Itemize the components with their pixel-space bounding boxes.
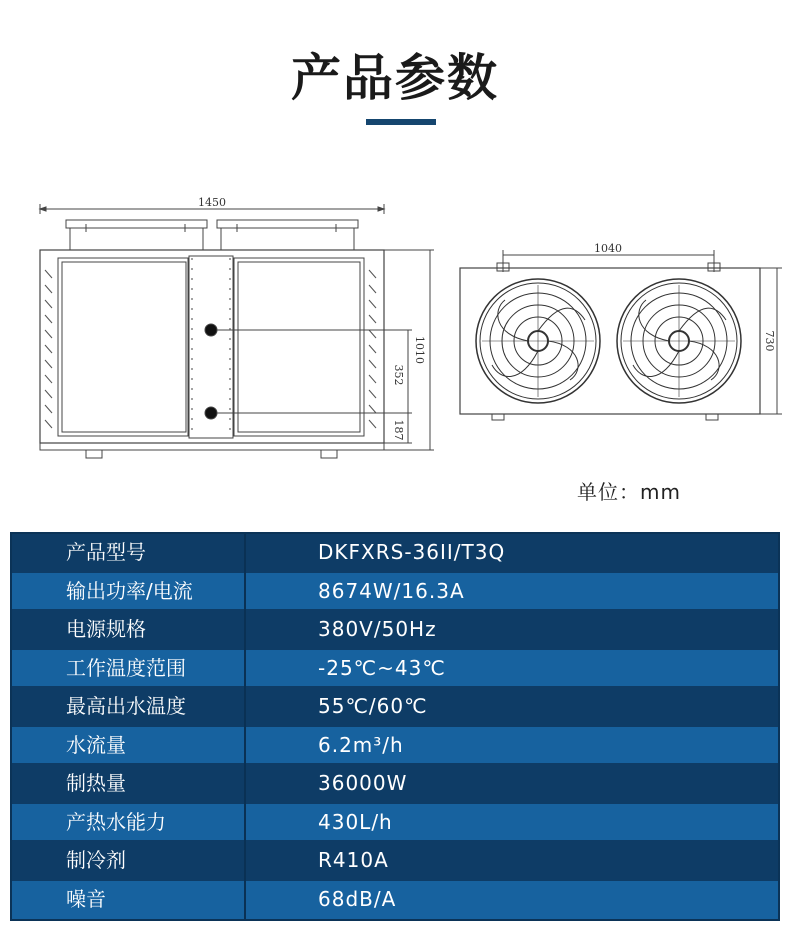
spec-label: 水流量 — [66, 732, 126, 757]
dim-front-width: 1450 — [198, 196, 226, 209]
spec-value: 68dB/A — [318, 886, 397, 911]
spec-row — [12, 727, 778, 763]
spec-label: 制冷剂 — [66, 848, 126, 872]
spec-value: 36000W — [318, 771, 408, 795]
column-divider — [244, 534, 246, 919]
spec-value: DKFXRS-36II/T3Q — [318, 540, 506, 564]
spec-label: 产热水能力 — [66, 809, 166, 834]
spec-label: 输出功率/电流 — [66, 578, 193, 603]
spec-row — [12, 881, 778, 920]
spec-value: 55℃/60℃ — [318, 694, 428, 718]
spec-label: 产品型号 — [66, 540, 146, 564]
unit-label: 单位：mm — [577, 480, 681, 504]
dim-pipe-spacing: 352 — [392, 364, 405, 386]
dim-front-height: 1010 — [413, 336, 426, 364]
spec-row — [12, 573, 778, 609]
spec-row — [12, 534, 778, 570]
spec-value: 6.2m³/h — [318, 732, 404, 757]
spec-value: 430L/h — [318, 809, 393, 834]
dim-top-depth: 730 — [763, 330, 776, 352]
spec-label: 电源规格 — [66, 617, 146, 641]
spec-table — [10, 532, 780, 921]
spec-value: 380V/50Hz — [318, 617, 437, 641]
spec-row — [12, 804, 778, 840]
dim-pipe-bottom: 187 — [392, 419, 405, 441]
spec-row — [12, 842, 778, 878]
spec-row — [12, 611, 778, 647]
spec-value: -25℃~43℃ — [318, 655, 446, 680]
spec-label: 工作温度范围 — [66, 655, 186, 680]
spec-value: 8674W/16.3A — [318, 578, 465, 603]
spec-label: 最高出水温度 — [66, 694, 186, 718]
spec-row — [12, 688, 778, 724]
spec-row — [12, 765, 778, 801]
dim-top-width: 1040 — [594, 242, 622, 255]
spec-label: 噪音 — [66, 886, 106, 911]
spec-row — [12, 650, 778, 686]
spec-value: R410A — [318, 848, 389, 872]
page-title: 产品参数 — [291, 49, 499, 107]
spec-label: 制热量 — [66, 771, 126, 795]
